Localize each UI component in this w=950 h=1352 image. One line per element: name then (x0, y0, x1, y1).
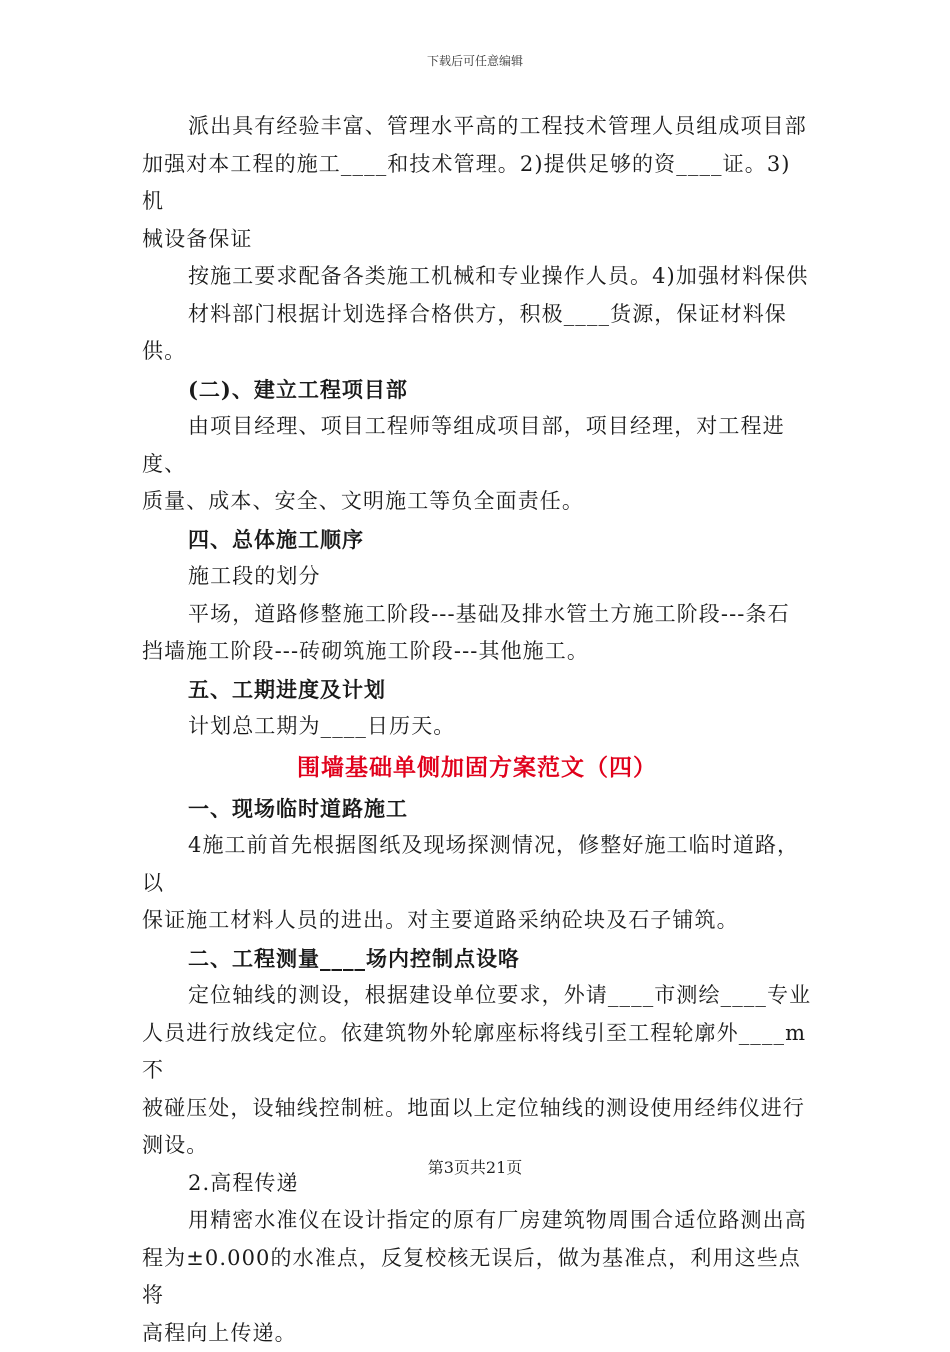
paragraph-line: 4施工前首先根据图纸及现场探测情况，修整好施工临时道路，以 (142, 827, 812, 902)
paragraph-line: 平场，道路修整施工阶段---基础及排水管土方施工阶段---条石 (142, 596, 812, 634)
paragraph-line: 加强对本工程的施工____和技术管理。2)提供足够的资____证。3)机 (142, 146, 812, 221)
paragraph-line: 按施工要求配备各类施工机械和专业操作人员。4)加强材料保供 (142, 258, 812, 296)
paragraph-line: 用精密水准仪在设计指定的原有厂房建筑物周围合适位路测出高 (142, 1202, 812, 1240)
paragraph-line: 施工段的划分 (142, 558, 812, 596)
paragraph-line: 人员进行放线定位。依建筑物外轮廓座标将线引至工程轮廓外____m不 (142, 1015, 812, 1090)
paragraph-line: 派出具有经验丰富、管理水平高的工程技术管理人员组成项目部 (142, 108, 812, 146)
paragraph-line: 保证施工材料人员的进出。对主要道路采纳砼块及石子铺筑。 (142, 902, 812, 940)
section-heading: 五、工期进度及计划 (142, 671, 812, 709)
page-header: 下载后可任意编辑 (0, 52, 950, 69)
section-heading: (二)、建立工程项目部 (142, 371, 812, 409)
section-heading: 一、现场临时道路施工 (142, 790, 812, 828)
paragraph-line: 程为±0.000的水准点，反复校核无误后，做为基准点，利用这些点将 (142, 1240, 812, 1315)
paragraph-line: 被碰压处，设轴线控制桩。地面以上定位轴线的测设使用经纬仪进行 (142, 1090, 812, 1128)
document-title: 围墙基础单侧加固方案范文（四） (142, 746, 812, 790)
section-heading: 二、工程测量____场内控制点设咯 (142, 940, 812, 978)
section-heading: 四、总体施工顺序 (142, 521, 812, 559)
paragraph-line: 质量、成本、安全、文明施工等负全面责任。 (142, 483, 812, 521)
paragraph-line: 由项目经理、项目工程师等组成项目部，项目经理，对工程进度、 (142, 408, 812, 483)
paragraph-line: 高程向上传递。 (142, 1315, 812, 1352)
paragraph-line: 2.高程传递 (142, 1165, 812, 1203)
paragraph-line: 测设。 (142, 1127, 812, 1165)
paragraph-line: 械设备保证 (142, 221, 812, 259)
paragraph-line: 材料部门根据计划选择合格供方，积极____货源，保证材料保供。 (142, 296, 812, 371)
paragraph-line: 定位轴线的测设，根据建设单位要求，外请____市测绘____专业 (142, 977, 812, 1015)
page-footer: 第3页共21页 (0, 1155, 950, 1178)
paragraph-line: 计划总工期为____日历天。 (142, 708, 812, 746)
paragraph-line: 挡墙施工阶段---砖砌筑施工阶段---其他施工。 (142, 633, 812, 671)
